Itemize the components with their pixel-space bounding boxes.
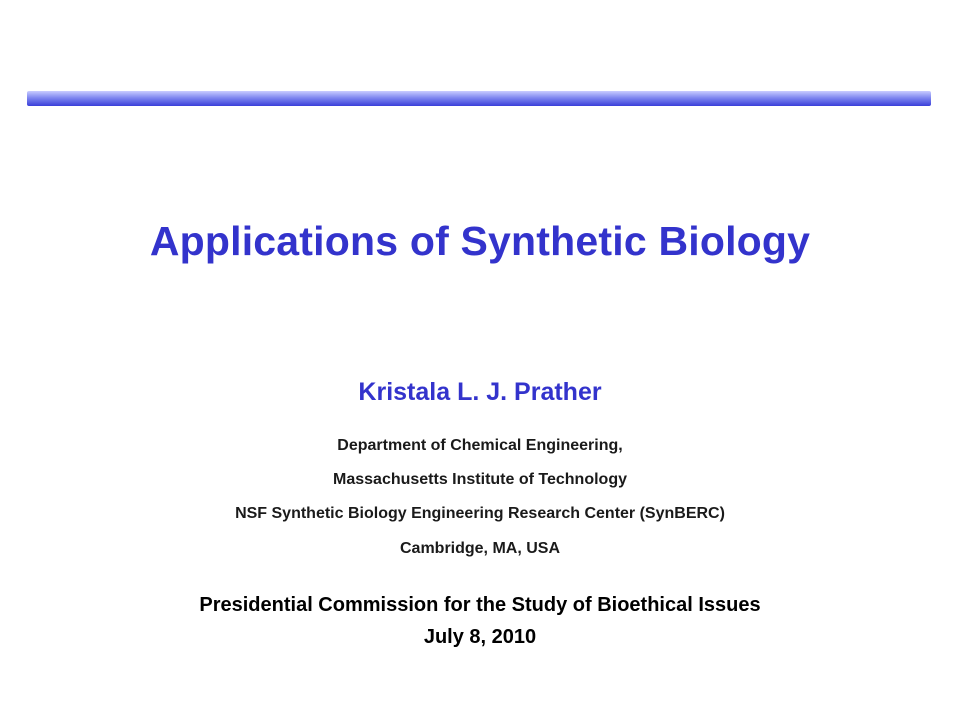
event-name: Presidential Commission for the Study of Bioethical Issues: [199, 594, 761, 616]
affiliation-research-center: NSF Synthetic Biology Engineering Research Center (SynBERC): [235, 505, 725, 522]
affiliation-department: Department of Chemical Engineering,: [337, 437, 623, 454]
event-date: July 8, 2010: [423, 626, 537, 648]
affiliation-institution: Massachusetts Institute of Technology: [333, 471, 627, 488]
author-name: Kristala L. J. Prather: [358, 378, 602, 406]
slide-title: Applications of Synthetic Biology: [149, 218, 811, 264]
header-decorative-bar: [27, 91, 931, 106]
affiliation-location: Cambridge, MA, USA: [399, 540, 560, 557]
